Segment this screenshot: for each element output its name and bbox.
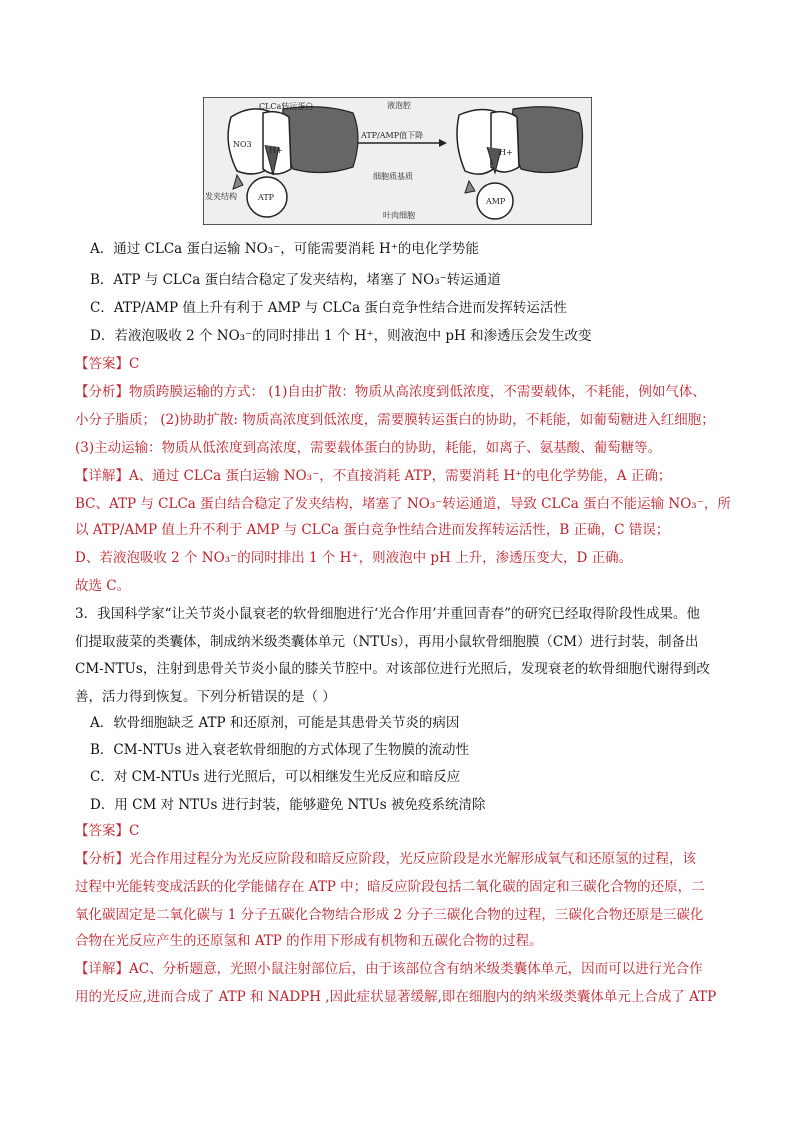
- q3-analysis-line-1: 【分析】光合作用过程分为光反应阶段和暗反应阶段，光反应阶段是水光解形成氧气和还原氢的过程，该: [75, 851, 696, 867]
- detail-line-5: 故选 C。: [75, 578, 131, 594]
- q3-option-a: A．软骨细胞缺乏 ATP 和还原剂，可能是其患骨关节炎的病因: [90, 715, 460, 731]
- q3-option-c: C．对 CM-NTUs 进行光照后，可以相继发生光反应和暗反应: [90, 769, 461, 785]
- right-vacuole-shape: [512, 107, 583, 173]
- q3-analysis-line-3: 氧化碳固定是二氧化碳与 1 分子五碳化合物结合形成 2 分子三碳化合物的过程，三碳化合物还原是三碳化: [75, 907, 704, 923]
- q3-analysis-line-2: 过程中光能转变成活跃的化学能储存在 ATP 中；暗反应阶段包括二氧化碳的固定和三碳化合物的还原，二: [75, 879, 705, 895]
- label-atp: ATP: [258, 193, 275, 202]
- label-cytoplasm: 细胞质基质: [373, 172, 413, 181]
- label-amp: AMP: [486, 197, 506, 206]
- detail-line-3: 以 ATP/AMP 值上升不利于 AMP 与 CLCa 蛋白竞争性结合进而发挥转运活性，B 正确，C 错误；: [75, 522, 670, 538]
- question-3-line-2: 们提取菠菜的类囊体，制成纳米级类囊体单元（NTUs），再用小鼠软骨细胞膜（CM）进行封装，制备出: [75, 634, 699, 650]
- label-h-right: H+: [499, 148, 513, 157]
- label-transporter: CLCa转运蛋白: [259, 102, 314, 111]
- answer: 【答案】C: [75, 356, 140, 372]
- q3-option-d: D．用 CM 对 NTUs 进行封装，能够避免 NTUs 被免疫系统清除: [90, 797, 486, 813]
- detail-line-4: D、若液泡吸收 2 个 NO₃⁻的同时排出 1 个 H⁺，则液泡中 pH 上升，渗透压变大，D 正确。: [75, 550, 633, 566]
- detail-line-2: BC、ATP 与 CLCa 蛋白结合稳定了发夹结构，堵塞了 NO₃⁻转运通道，导致 CLCa 蛋白不能运输 NO₃⁻，所: [75, 496, 731, 512]
- label-hinge: 发夹结构: [205, 192, 237, 201]
- q3-analysis-line-4: 合物在光反应产生的还原氢和 ATP 的作用下形成有机物和五碳化合物的过程。: [75, 933, 543, 949]
- question-3-line-1: 3．我国科学家“让关节炎小鼠衰老的软骨细胞进行‘光合作用’并重回青春”的研究已经取得阶段性成果。他: [75, 606, 700, 622]
- question-3-line-3: CM-NTUs，注射到患骨关节炎小鼠的膝关节腔中。对该部位进行光照后，发现衰老的软骨细胞代谢得到改: [75, 661, 710, 677]
- q3-option-b: B．CM-NTUs 进入衰老软骨细胞的方式体现了生物膜的流动性: [90, 742, 470, 758]
- q3-answer: 【答案】C: [75, 823, 140, 839]
- option-b: B．ATP 与 CLCa 蛋白结合稳定了发夹结构，堵塞了 NO₃⁻转运通道: [90, 272, 501, 288]
- option-a: A．通过 CLCa 蛋白运输 NO₃⁻，可能需要消耗 H⁺的电化学势能: [90, 241, 479, 257]
- label-arrow: ATP/AMP值下降: [361, 131, 424, 140]
- analysis-line-2: 小分子脂质； (2)协助扩散: 物质高浓度到低浓度，需要膜转运蛋白的协助，不耗能，如葡萄糖进入红细胞；: [75, 412, 715, 428]
- detail-line-1: 【详解】A、通过 CLCa 蛋白运输 NO₃⁻，不直接消耗 ATP，需要消耗 H⁺的电化学势能，A 正确；: [75, 468, 672, 484]
- question-3-line-4: 善，活力得到恢复。下列分析错误的是（ ）: [75, 689, 336, 705]
- left-transporter-right: [263, 112, 291, 174]
- analysis-line-1: 【分析】物质跨膜运输的方式： (1)自由扩散：物质从高浓度到低浓度，不需要载体，不耗能，例如气体、: [75, 384, 706, 400]
- option-d: D．若液泡吸收 2 个 NO₃⁻的同时排出 1 个 H⁺，则液泡中 pH 和渗透压会发生改变: [90, 328, 592, 344]
- label-cell: 叶肉细胞: [383, 211, 415, 220]
- label-no3: NO3: [233, 140, 252, 149]
- label-h-left: H+: [269, 146, 283, 155]
- left-vacuole-shape: [283, 107, 358, 173]
- vacuole-transport-diagram: [203, 97, 592, 225]
- q3-detail-line-1: 【详解】AC、分析题意，光照小鼠注射部位后，由于该部位含有纳米级类囊体单元，因而可以进行光合作: [75, 961, 703, 977]
- option-c: C．ATP/AMP 值上升有利于 AMP 与 CLCa 蛋白竞争性结合进而发挥转运活性: [90, 300, 567, 316]
- q3-detail-line-2: 用的光反应,进而合成了 ATP 和 NADPH ,因此症状显著缓解,即在细胞内的纳米级类囊体单元上合成了 ATP: [75, 989, 717, 1005]
- analysis-line-3: (3)主动运输：物质从低浓度到高浓度，需要载体蛋白的协助，耗能，如离子、氨基酸、葡萄糖等。: [75, 440, 662, 456]
- label-vacuole: 液泡腔: [387, 101, 411, 110]
